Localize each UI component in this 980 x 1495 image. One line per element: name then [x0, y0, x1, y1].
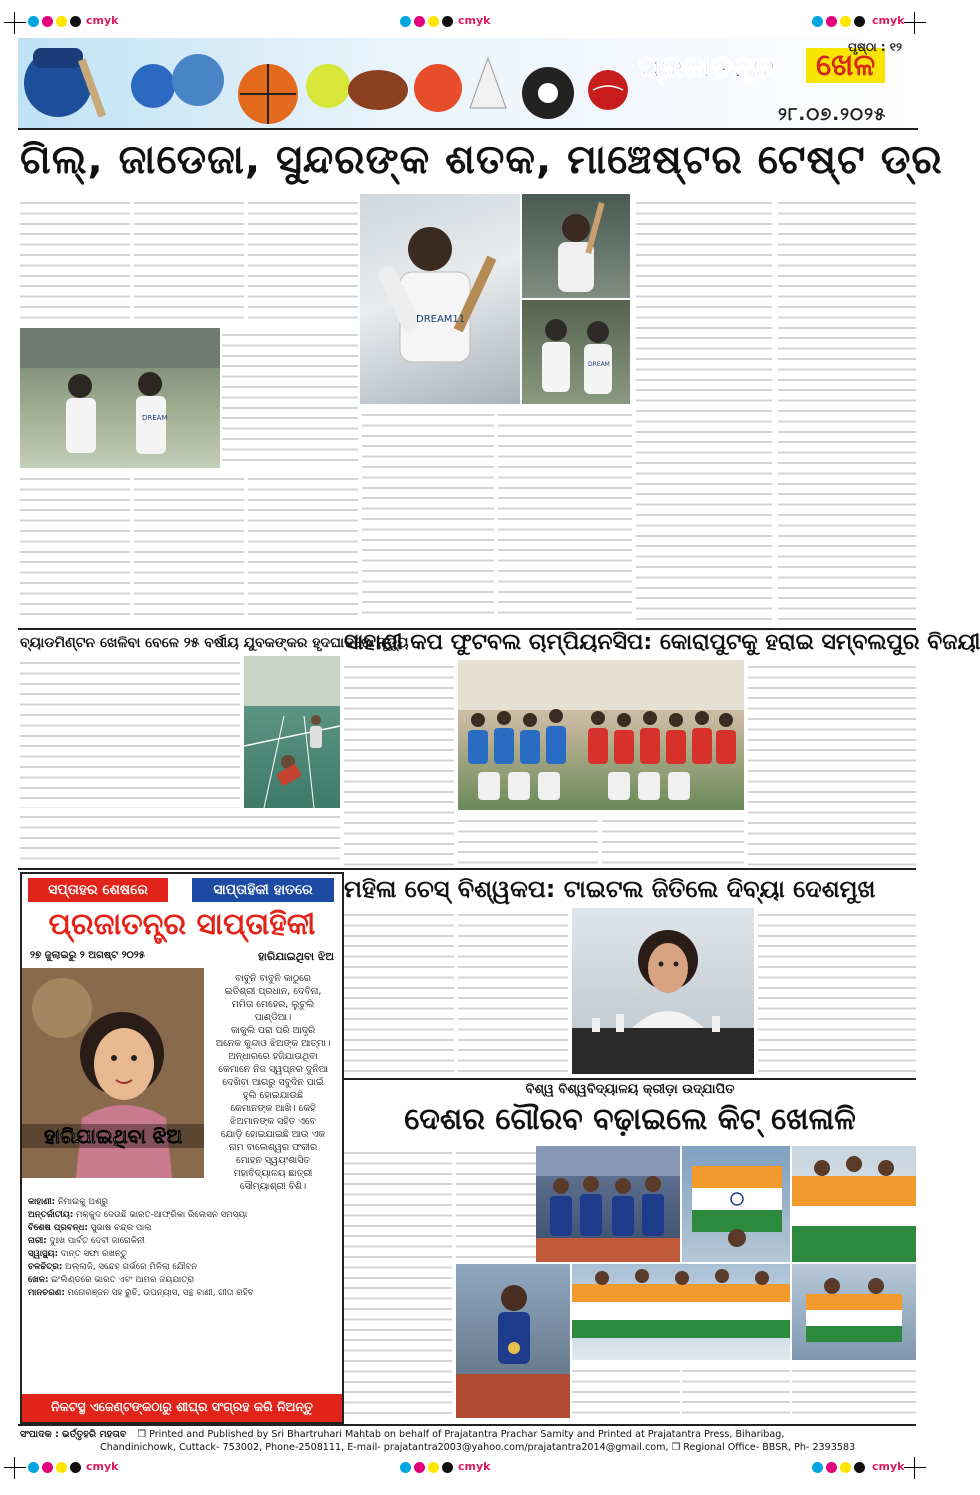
colophon-rule	[18, 1424, 916, 1426]
story3-photo-team	[458, 660, 744, 810]
story4-article-col-2	[458, 908, 568, 1074]
section-divider	[344, 1078, 916, 1080]
chess-player-portrait	[572, 908, 754, 1074]
athlete-with-flag	[682, 1146, 790, 1262]
poem-line: ବାବୁନି ବାବୁନି କାଠୁରେ	[235, 973, 311, 984]
svg-text:DREAM: DREAM	[588, 361, 610, 368]
index-row: ବିଶେଷ ପ୍ରବନ୍ଧ: ସୁଭାଷ ଚନ୍ଦ୍ର ପାଲ	[28, 1223, 152, 1233]
story5-article-col-2	[456, 1146, 536, 1262]
color-dots	[812, 16, 865, 27]
story5-kicker: ବିଶ୍ୱ ବିଶ୍ୱବିଦ୍ୟାଳୟ କ୍ରୀଡ଼ା ଉଦ୍ଯାପିତ	[525, 1082, 735, 1097]
lead-headline: ଗିଲ୍, ଜାଡେଜା, ସୁନ୍ଦରଙ୍କ ଶତକ, ମାଞ୍ଚେଷ୍ଟର ଟେଷ୍ଟ ଡ୍ର	[20, 137, 943, 183]
batsman-silhouette	[360, 194, 520, 404]
badminton-court	[244, 656, 340, 808]
story3-headline: ସାହାଣୀ କପ ଫୁଟବଲ ଚାମ୍ପିୟନସିପ: କୋରାପୁଟକୁ ହରାଇ ସମ୍ବଲପୁର ବିଜୟୀ	[344, 630, 980, 655]
registration-mark	[4, 1457, 26, 1479]
index-row: କାହାଣୀ: ନିମାଇକୁ ଅଶ୍ରୁ	[28, 1197, 109, 1207]
color-dots	[28, 1462, 81, 1473]
lead-article-col-9	[248, 472, 358, 622]
lead-article-col-1	[20, 196, 130, 324]
poem-line: ପାଣ୍ଡିଆ।	[254, 1012, 292, 1023]
story3-article-col-2	[458, 814, 598, 866]
color-dots	[28, 16, 81, 27]
registration-mark	[904, 1457, 926, 1479]
print-mark: cmyk	[872, 14, 905, 27]
story2-article-col-1	[20, 656, 240, 808]
promo-photo-caption: ହାରିଯାଇଥିବା ଝିଅ	[22, 1124, 204, 1148]
story5-article-col-3	[572, 1364, 680, 1418]
lead-photo-sundar	[522, 300, 630, 404]
story3-article-col-4	[748, 660, 916, 866]
index-row: ନାରୀ: ଦୁଃଖ ପାର୍ବତ ଦେବୀ ଜାରୋକିନୀ	[28, 1236, 145, 1246]
promo-footer: ନିକଟସ୍ଥ ଏଜେଣ୍ଟଙ୍କଠାରୁ ଶୀଘ୍ର ସଂଗ୍ରହ କରି ନିଅନ୍ତୁ	[22, 1394, 342, 1422]
team-with-flags	[572, 1264, 790, 1360]
story2-photo-court	[244, 656, 340, 808]
story3-article-col-1	[344, 660, 454, 866]
athletes-group	[536, 1146, 680, 1262]
lead-photo-players-walking	[20, 328, 220, 468]
issue-date: ୨୮.୦୭.୨୦୨୫	[778, 104, 887, 125]
color-dots	[400, 1462, 453, 1473]
svg-text:DREAM11: DREAM11	[416, 314, 466, 325]
runner-with-medal	[456, 1264, 570, 1418]
print-mark: cmyk	[86, 1460, 119, 1473]
athletes-celebrating	[792, 1264, 916, 1360]
poem-line: ମହାବିଦ୍ୟାଳୟ ଛାତ୍ରୀ	[233, 1168, 313, 1179]
two-batsmen	[522, 300, 630, 404]
lead-article-col-8	[134, 472, 244, 622]
promo-index	[28, 1196, 336, 1300]
lead-photo-gill	[360, 194, 520, 404]
poem-line: ଦେଖିବା ଆଗରୁ ସବୁଦିନ ପାଇଁ	[222, 1077, 324, 1088]
page-number: ପୃଷ୍ଠା : ୧୨	[848, 40, 902, 54]
story5-headline: ଦେଶର ଗୌରବ ବଢ଼ାଇଲେ କିଟ୍ ଖେଳାଳି	[404, 1102, 856, 1137]
registration-mark	[4, 12, 26, 34]
poem-line: ମୋହନ ସ୍ୱୟଂଶାସିତ	[236, 1155, 310, 1166]
football-team-group	[458, 660, 744, 810]
story5-photo-relay	[536, 1146, 680, 1262]
story5-photo-medal	[682, 1146, 790, 1262]
poem-line: ଅନେକ କୁନ୍ଦାଓ ଝିଅଙ୍କ ଆତ୍ମା।	[215, 1038, 331, 1049]
poem-line: କାକୁଲି ପରା ପରି ଆଦୃରି	[230, 1025, 316, 1036]
story4-photo-divya	[572, 908, 754, 1074]
story5-article-col-1	[344, 1146, 452, 1418]
story2-article-col-2	[20, 810, 340, 864]
story5-photo-runner	[456, 1264, 570, 1418]
section-divider	[18, 868, 916, 870]
color-dots	[812, 1462, 865, 1473]
print-mark: cmyk	[872, 1460, 905, 1473]
story5-photo-celebration	[792, 1264, 916, 1360]
lead-article-col-5	[778, 196, 916, 636]
section-name: ଖେଳ	[806, 48, 885, 83]
color-dots	[400, 16, 453, 27]
story5-article-col-4	[682, 1364, 790, 1418]
masthead	[18, 38, 918, 130]
players-walking	[20, 328, 220, 468]
poem-line: କେମାନେ ନିଜ ସ୍ୱପ୍ନର ଦୁନିଆ	[218, 1064, 328, 1075]
story2-headline: ବ୍ୟାଡମିଣ୍ଟନ ଖେଳିବା ବେଳେ ୨୫ ବର୍ଷୀୟ ଯୁବକଙ୍କର ହୃଦଘାତରେ ମୃତ୍ୟୁ	[20, 632, 338, 654]
colophon-printer: ❒ Printed and Published by Sri Bhartruhari Mahtab on behalf of Prajatantra Prachar Samity and Printed at Prajatantra Press, Biharibag,	[137, 1429, 785, 1440]
poem-line: ଅନ୍ଧାରରେ ହଜିଯାଉଥିବା	[228, 1051, 318, 1062]
lead-photo-jadeja	[522, 194, 630, 298]
story4-article-col-1	[344, 908, 454, 1074]
poem-line: କେମାନଙ୍କ ଆଖି। କେହି	[230, 1103, 316, 1114]
promo-date-range: ୨୭ ଜୁଲାଇରୁ ୨ ଅଗଷ୍ଟ ୨୦୨୫	[30, 950, 146, 961]
colophon-line-1	[20, 1428, 916, 1441]
colophon-line-2: Chandinichowk, Cuttack- 753002, Phone-2508111, E-mail- prajatantra2003@yahoo.com/prajatantra2014@gmail.com, ❒ Regional Office- BBSR, Ph- 2393583	[100, 1442, 856, 1453]
story3-article-col-3	[602, 814, 744, 866]
print-mark: cmyk	[86, 14, 119, 27]
print-mark: cmyk	[458, 1460, 491, 1473]
poem-line: ନାମ ବାଲେଶ୍ୱର ଫକୀର	[228, 1142, 318, 1153]
promo-tag-right: ସାପ୍ତାହିକୀ ହାତରେ	[192, 878, 334, 902]
story5-photo-podium	[792, 1146, 916, 1262]
promo-cover-photo	[22, 968, 204, 1178]
poem-line: ଇତିଶ୍ରୀ ପ୍ରଧାନ, ଦେବିନା,	[224, 986, 322, 997]
promo-brand: ପ୍ରଜାତନ୍ତ୍ର ସାପ୍ତାହିକୀ	[48, 907, 316, 942]
registration-mark	[904, 12, 926, 34]
lead-article-col-4	[636, 196, 772, 636]
brand-name: ପ୍ରଜାତନ୍ତ୍ର	[638, 50, 776, 85]
promo-story-title: ହାରିଯାଇଥିବା ଝିଅ	[257, 950, 334, 963]
poem-line: ମମିତା ମେହେର, ଲୁଚୁଲି	[231, 999, 315, 1010]
sports-collage	[18, 38, 658, 128]
athletes-podium	[792, 1146, 916, 1262]
lead-article-col-10	[362, 408, 494, 622]
editor-label: ସଂପାଦକ :	[20, 1429, 59, 1440]
index-row: ଅନ୍ତର୍ଜାତୀୟ: ମକ୍କୁଦ ଦେଉଛି ଭାରତ-ଆଫ୍ରିକା ରିଲେସନ ସମସ୍ୟା	[28, 1210, 248, 1220]
story4-article-col-3	[758, 908, 916, 1074]
poem-line: ହୁଲି ହୋଇଯାଉଛି	[242, 1090, 304, 1101]
weekly-promo-box	[20, 872, 344, 1424]
player-celebrating	[522, 194, 630, 298]
story5-photo-team-flags	[572, 1264, 790, 1360]
poem-line: ସୌମ୍ୟାଶ୍ରୀ ବିଶି।	[239, 1181, 307, 1192]
colophon	[20, 1428, 916, 1456]
index-row: ଚଳଚ୍ଚିତ୍ର: ଅଲ୍ଲାଜି, ସନ୍ଦେହ ଗର୍ଭରେ ମିଳିଲା ଯୌବନ	[28, 1262, 198, 1272]
promo-poem	[208, 972, 338, 1193]
story5-article-col-5	[792, 1364, 916, 1418]
index-row: ସ୍ୱାସ୍ଥ୍ୟ: ଦାନ୍ତ ସଫା ରଖନ୍ତୁ	[28, 1249, 127, 1259]
svg-text:DREAM: DREAM	[142, 414, 168, 422]
poem-line: ଝିଅମାନଙ୍କ ସହିତ ଏବେ	[230, 1116, 316, 1127]
lead-article-col-6	[222, 328, 358, 468]
story4-headline: ମହିଳା ଚେସ୍ ବିଶ୍ୱକପ: ଟାଇଟଲ ଜିତିଲେ ଦିବ୍ୟା ଦେଶମୁଖ	[344, 875, 876, 903]
lead-article-col-7	[20, 472, 130, 622]
lead-article-col-2	[134, 196, 244, 324]
lead-article-col-11	[498, 408, 632, 622]
print-mark: cmyk	[458, 14, 491, 27]
promo-tag-left: ସପ୍ତାହର ଶେଷରେ	[28, 878, 168, 902]
poem-line: ଯୋଡ଼ି ହୋଇଯାଇଛି ଆଉ ଏକ	[220, 1129, 326, 1140]
lead-article-col-3	[248, 196, 358, 324]
editor-name: ଭର୍ତ୍ତୃହରି ମହତାବ	[62, 1429, 127, 1440]
index-row: ମାନଚରଣ: ମନୋରଞ୍ଜନ ସହ ରୁଚି, ଉପନ୍ୟାସ, ସନ୍ଥ ବାଣୀ, ଗୀତା ରହିବ	[28, 1288, 254, 1298]
index-row: ଖେଳ: ଇଂଲିଣ୍ଡରେ ଭାରତ ଏବଂ ଆମର ଜୟଯାତ୍ରା	[28, 1275, 195, 1285]
